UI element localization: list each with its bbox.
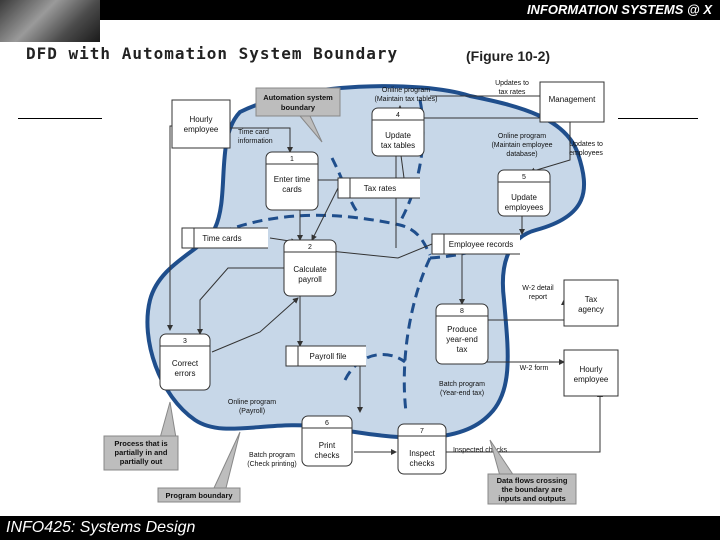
process-7 bbox=[398, 424, 446, 474]
svg-text:Print: Print bbox=[318, 441, 336, 450]
svg-text:payroll: payroll bbox=[298, 275, 322, 284]
entity-hourly-employee-left bbox=[172, 100, 230, 148]
svg-text:Data flows crossing: Data flows crossing bbox=[496, 476, 568, 485]
svg-text:Hourly: Hourly bbox=[189, 115, 213, 124]
svg-text:(Check printing): (Check printing) bbox=[247, 461, 297, 468]
entity-management bbox=[540, 82, 604, 122]
process-5 bbox=[498, 170, 550, 216]
svg-text:report: report bbox=[528, 294, 548, 301]
svg-text:tax tables: tax tables bbox=[380, 141, 416, 150]
svg-text:W-2 detail: W-2 detail bbox=[522, 285, 554, 292]
svg-text:1: 1 bbox=[290, 156, 294, 163]
svg-text:inputs and outputs: inputs and outputs bbox=[498, 494, 566, 503]
svg-text:Calculate: Calculate bbox=[293, 265, 327, 274]
svg-text:Online program: Online program bbox=[381, 87, 431, 94]
svg-text:Program boundary: Program boundary bbox=[165, 491, 233, 500]
entity-hourly-employee-right bbox=[564, 350, 618, 396]
process-2 bbox=[284, 240, 336, 296]
svg-text:(Payroll): (Payroll) bbox=[238, 408, 266, 415]
svg-text:Time card: Time card bbox=[238, 129, 269, 136]
svg-text:Enter time: Enter time bbox=[273, 175, 311, 184]
svg-text:information: information bbox=[238, 138, 273, 145]
svg-text:Update: Update bbox=[385, 131, 411, 140]
callout-partial-process bbox=[104, 402, 178, 470]
svg-text:Inspected checks: Inspected checks bbox=[452, 447, 508, 454]
process-8 bbox=[436, 304, 488, 364]
svg-text:Tax rates: Tax rates bbox=[363, 184, 397, 193]
svg-text:7: 7 bbox=[420, 428, 424, 435]
svg-text:Tax: Tax bbox=[584, 295, 598, 304]
store-time-cards bbox=[182, 228, 268, 248]
svg-text:Automation system: Automation system bbox=[263, 93, 333, 102]
process-1 bbox=[266, 152, 318, 210]
svg-text:Online program: Online program bbox=[227, 399, 277, 406]
svg-text:checks: checks bbox=[409, 459, 435, 468]
svg-text:Online program: Online program bbox=[497, 133, 547, 140]
slide-title: DFD with Automation System Boundary bbox=[26, 44, 399, 63]
svg-text:Time cards: Time cards bbox=[202, 234, 242, 243]
svg-text:(Maintain employee: (Maintain employee bbox=[491, 142, 553, 149]
svg-text:(Maintain tax tables): (Maintain tax tables) bbox=[374, 96, 438, 103]
svg-text:8: 8 bbox=[460, 308, 464, 315]
svg-text:Correct: Correct bbox=[171, 359, 199, 368]
svg-text:Update: Update bbox=[511, 193, 537, 202]
svg-text:employee: employee bbox=[573, 375, 609, 384]
svg-text:tax: tax bbox=[456, 345, 468, 354]
svg-text:Updates to: Updates to bbox=[495, 80, 529, 87]
svg-text:agency: agency bbox=[578, 305, 604, 314]
store-tax-rates bbox=[338, 178, 420, 198]
process-4 bbox=[372, 108, 424, 156]
svg-text:Updates to: Updates to bbox=[569, 141, 603, 148]
svg-text:employees: employees bbox=[569, 150, 603, 157]
svg-text:W-2 form: W-2 form bbox=[519, 365, 549, 372]
svg-text:Management: Management bbox=[548, 95, 596, 104]
course-title: INFORMATION SYSTEMS @ X bbox=[526, 2, 712, 17]
svg-text:employee: employee bbox=[183, 125, 219, 134]
svg-text:checks: checks bbox=[314, 451, 340, 460]
store-employee-records bbox=[432, 234, 520, 254]
svg-text:5: 5 bbox=[522, 174, 526, 181]
svg-text:Batch program: Batch program bbox=[249, 452, 295, 459]
svg-text:4: 4 bbox=[396, 112, 400, 119]
svg-text:Produce: Produce bbox=[447, 325, 477, 334]
footer-course-name: INFO425: Systems Design bbox=[6, 519, 196, 536]
svg-text:year-end: year-end bbox=[446, 335, 478, 344]
svg-text:Payroll file: Payroll file bbox=[309, 352, 347, 361]
svg-text:Hourly: Hourly bbox=[579, 365, 603, 374]
svg-text:2: 2 bbox=[308, 244, 312, 251]
svg-text:partially out: partially out bbox=[119, 457, 163, 466]
svg-text:3: 3 bbox=[183, 338, 187, 345]
svg-text:boundary: boundary bbox=[280, 103, 316, 112]
process-6 bbox=[302, 416, 352, 466]
figure-reference: (Figure 10-2) bbox=[466, 48, 551, 64]
svg-text:tax rates: tax rates bbox=[498, 89, 526, 96]
svg-text:Employee records: Employee records bbox=[448, 240, 514, 249]
svg-text:Batch program: Batch program bbox=[439, 381, 485, 388]
svg-text:employees: employees bbox=[504, 203, 544, 212]
svg-text:Process that is: Process that is bbox=[114, 439, 168, 448]
svg-text:6: 6 bbox=[325, 420, 329, 427]
svg-text:cards: cards bbox=[282, 185, 302, 194]
svg-text:partially in and: partially in and bbox=[114, 448, 168, 457]
entity-tax-agency bbox=[564, 280, 618, 326]
svg-text:database): database) bbox=[506, 151, 538, 158]
svg-text:(Year-end tax): (Year-end tax) bbox=[439, 390, 485, 397]
process-3 bbox=[160, 334, 210, 390]
store-payroll-file bbox=[286, 346, 366, 366]
svg-text:errors: errors bbox=[174, 369, 196, 378]
svg-text:Inspect: Inspect bbox=[409, 449, 435, 458]
svg-text:the boundary are: the boundary are bbox=[501, 485, 563, 494]
